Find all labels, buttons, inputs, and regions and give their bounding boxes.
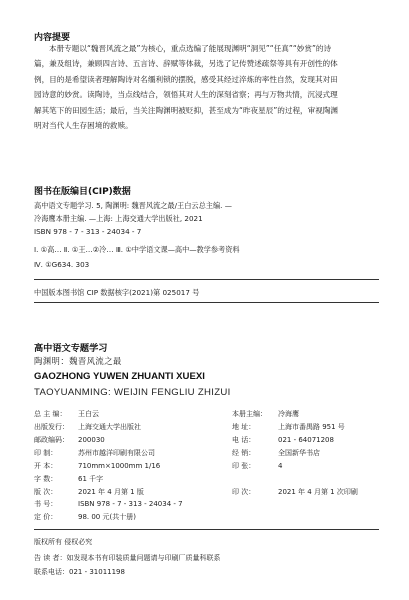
- divider: [34, 279, 379, 280]
- cip-line: 冷海鹰本册主编. —上海: 上海交通大学出版社, 2021: [34, 214, 203, 223]
- rights-notice: 版权所有 侵权必究: [34, 538, 93, 546]
- colophon-row: 印 次： 2021 年 4 月第 1 次印刷: [232, 488, 358, 496]
- cip-record-number: 中国版本图书馆 CIP 数据核字(2021)第 025017 号: [34, 288, 200, 297]
- book-subtitle: 陶渊明：魏晋风流之最: [34, 356, 122, 366]
- reader-notice: 告 读 者：如发现本书有印装质量问题请与印刷厂质量科联系: [34, 554, 221, 562]
- colophon-row: 版 次： 2021 年 4 月第 1 版: [34, 488, 144, 496]
- summary-line: 明对当代人生存困境的救赎。: [34, 121, 133, 130]
- cip-line: Ⅰ. ①高… Ⅱ. ①王…②冷… Ⅲ. ①中学语文课—高中—教学参考资料: [34, 245, 240, 254]
- colophon-row: 定 价： 98. 00 元(共十册): [34, 513, 136, 521]
- colophon-row: 字 数： 61 千字: [34, 475, 104, 483]
- colophon-row: 邮政编码： 200030: [34, 436, 105, 444]
- book-subtitle-pinyin: TAOYUANMING: WEIJIN FENGLIU ZHIZUI: [34, 387, 231, 398]
- divider: [34, 529, 379, 530]
- divider: [34, 302, 379, 303]
- colophon-row: 本册主编： 冷海鹰: [232, 410, 299, 418]
- summary-line: 园诗意的妙赏。读陶诗，当点线结合，领悟其对人生的深刻省察；再与万物共情，沉浸式理: [34, 90, 338, 99]
- cip-line: 高中语文专题学习. 5, 陶渊明: 魏晋风流之最/王白云总主编. —: [34, 201, 232, 210]
- summary-heading: 内容提要: [34, 33, 71, 43]
- summary-line: 本册专题以“魏晋风流之最”为核心，重点选编了能展现渊明“洞见”“任真”“妙赏”的诗: [49, 44, 332, 53]
- colophon-row: 开 本： 710mm×1000mm 1/16: [34, 462, 161, 470]
- colophon-row: 印 制： 苏州市越洋印刷有限公司: [34, 449, 155, 457]
- colophon-row: 印 张： 4: [232, 462, 283, 470]
- colophon-row: 出版发行： 上海交通大学出版社: [34, 423, 141, 431]
- cip-line: Ⅳ. ①G634. 303: [34, 260, 90, 269]
- cip-line: ISBN 978 - 7 - 313 - 24034 - 7: [34, 227, 142, 236]
- book-title: 高中语文专题学习: [34, 343, 108, 354]
- summary-line: 篇，兼及组诗，兼顾四言诗、五言诗、辞赋等体裁，另选了记传赞述疏祭等具有开创性的体: [34, 59, 338, 68]
- colophon-row: 总 主 编： 王白云: [34, 410, 99, 418]
- summary-line: 解其笔下的田园生活；最后，当关注陶渊明被贬抑，甚至成为“昨夜星辰”的过程，审视陶渊: [34, 106, 339, 115]
- summary-line: 例，目的是希望读者理解陶诗对名缰利锁的摆脱，感受其经过淬炼的率性自然，发现其对田: [34, 75, 338, 84]
- cip-heading: 图书在版编目(CIP)数据: [34, 187, 131, 197]
- colophon-row: 地 址： 上海市番禺路 951 号: [232, 423, 345, 431]
- colophon-row: 书 号： ISBN 978 - 7 - 313 - 24034 - 7: [34, 500, 183, 508]
- contact-phone: 联系电话：021 - 31011198: [34, 568, 125, 576]
- colophon-row: 电 话： 021 - 64071208: [232, 436, 334, 444]
- book-title-pinyin: GAOZHONG YUWEN ZHUANTI XUEXI: [34, 371, 205, 382]
- colophon-row: 经 销： 全国新华书店: [232, 449, 320, 457]
